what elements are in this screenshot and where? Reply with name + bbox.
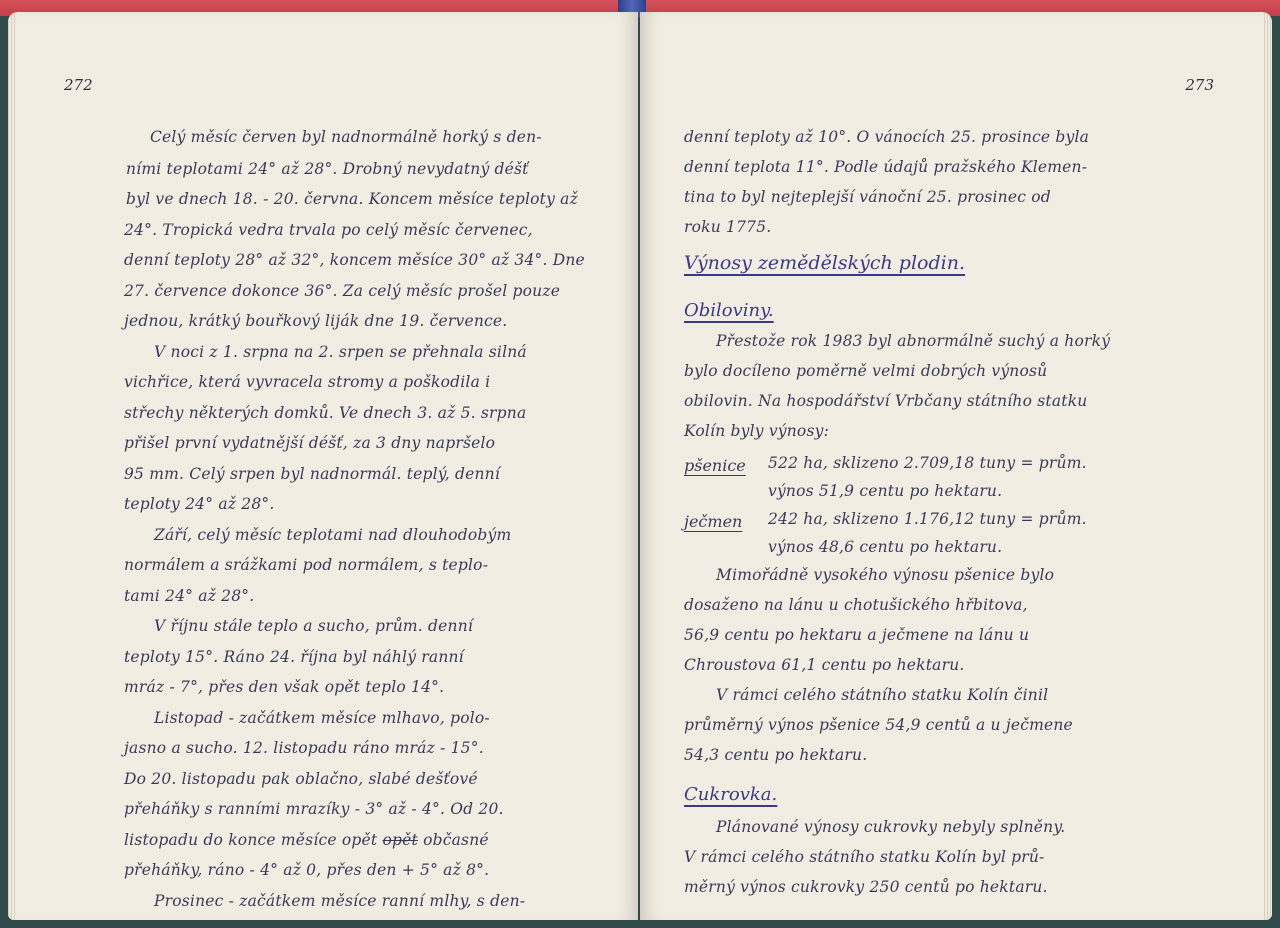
text-line: denní teploty 28° až 32°, koncem měsíce 30° až 34°. Dne <box>124 251 585 269</box>
right-page <box>640 12 1272 920</box>
text-line: jasno a sucho. 12. listopadu ráno mráz - 15°. <box>124 739 484 757</box>
struck-word: opět <box>382 831 418 849</box>
text-span: listopadu do konce měsíce opět <box>124 831 378 849</box>
page-edge <box>8 12 16 920</box>
text-line: Kolín byly výnosy: <box>684 422 829 440</box>
crop-label-barley: ječmen <box>684 512 743 531</box>
text-line: dosaženo na lánu u chotušického hřbitova, <box>684 596 1028 614</box>
text-line: Chroustova 61,1 centu po hektaru. <box>684 656 965 674</box>
text-line: 242 ha, sklizeno 1.176,12 tuny = prům. <box>768 510 1087 528</box>
text-line: tina to byl nejteplejší vánoční 25. prosinec od <box>684 188 1051 206</box>
text-line: obilovin. Na hospodářství Vrbčany státního statku <box>684 392 1088 410</box>
text-line: 56,9 centu po hektaru a ječmene na lánu u <box>684 626 1030 644</box>
text-line: Celý měsíc červen byl nadnormálně horký s den- <box>150 128 542 146</box>
text-line: 24°. Tropická vedra trvala po celý měsíc červenec, <box>124 221 533 239</box>
text-line: V rámci celého státního statku Kolín činil <box>716 686 1049 704</box>
text-line: přeháňky s ranními mrazíky - 3° až - 4°. Od 20. <box>124 800 504 818</box>
text-line: střechy některých domků. Ve dnech 3. až 5. srpna <box>124 404 527 422</box>
text-line: 522 ha, sklizeno 2.709,18 tuny = prům. <box>768 454 1087 472</box>
text-line: teploty 15°. Ráno 24. října byl náhlý ranní <box>124 648 464 666</box>
page-number-right: 273 <box>1185 76 1214 94</box>
text-span: občasné <box>423 831 489 849</box>
text-line: průměrný výnos pšenice 54,9 centů a u ječmene <box>684 716 1073 734</box>
text-line: V rámci celého státního statku Kolín byl prů- <box>684 848 1045 866</box>
text-line: V noci z 1. srpna na 2. srpen se přehnala silná <box>154 343 527 361</box>
text-line: Prosinec - začátkem měsíce ranní mlhy, s den- <box>154 892 526 910</box>
text-line: bylo docíleno poměrně velmi dobrých výnosů <box>684 362 1048 380</box>
text-line: tami 24° až 28°. <box>124 587 255 605</box>
text-line: byl ve dnech 18. - 20. června. Koncem měsíce teploty až <box>126 190 578 208</box>
text-line: Plánované výnosy cukrovky nebyly splněny. <box>716 818 1066 836</box>
text-line: V říjnu stále teplo a sucho, prům. denní <box>154 617 474 635</box>
section-heading-cereals: Obiloviny. <box>684 300 774 321</box>
text-line: denní teploty až 10°. O vánocích 25. prosince byla <box>684 128 1090 146</box>
text-line: mráz - 7°, přes den však opět teplo 14°. <box>124 678 445 696</box>
text-line: roku 1775. <box>684 218 772 236</box>
text-line: výnos 48,6 centu po hektaru. <box>768 538 1003 556</box>
section-heading-yields: Výnosy zemědělských plodin. <box>684 252 965 274</box>
text-line: ními teplotami 24° až 28°. Drobný nevydatný déšť <box>126 160 529 178</box>
page-edge <box>1264 12 1272 920</box>
text-line: Přestože rok 1983 byl abnormálně suchý a horký <box>716 332 1111 350</box>
text-line: 95 mm. Celý srpen byl nadnormál. teplý, denní <box>124 465 500 483</box>
text-line: přeháňky, ráno - 4° až 0, přes den + 5° až 8°. <box>124 861 490 879</box>
text-line: 54,3 centu po hektaru. <box>684 746 868 764</box>
page-number-left: 272 <box>64 76 93 94</box>
left-page <box>8 12 638 920</box>
text-line: 27. července dokonce 36°. Za celý měsíc prošel pouze <box>124 282 561 300</box>
text-line: jednou, krátký bouřkový liják dne 19. července. <box>124 312 508 330</box>
section-heading-sugar-beet: Cukrovka. <box>684 784 778 805</box>
text-line: výnos 51,9 centu po hektaru. <box>768 482 1003 500</box>
text-line: měrný výnos cukrovky 250 centů po hektaru. <box>684 878 1048 896</box>
crop-label-wheat: pšenice <box>684 456 746 475</box>
text-line: Do 20. listopadu pak oblačno, slabé dešťové <box>124 770 478 788</box>
text-line: vichřice, která vyvracela stromy a poškodila i <box>124 373 491 391</box>
text-line: přišel první vydatnější déšť, za 3 dny napršelo <box>124 434 496 452</box>
text-line: Mimořádně vysokého výnosu pšenice bylo <box>716 566 1055 584</box>
text-line: teploty 24° až 28°. <box>124 495 275 513</box>
text-line: Listopad - začátkem měsíce mlhavo, polo- <box>154 709 490 727</box>
text-line: normálem a srážkami pod normálem, s teplo- <box>124 556 489 574</box>
text-line: Září, celý měsíc teplotami nad dlouhodobým <box>154 526 512 544</box>
text-line: denní teplota 11°. Podle údajů pražského Klemen- <box>684 158 1088 176</box>
text-line-with-strike <box>124 833 489 849</box>
